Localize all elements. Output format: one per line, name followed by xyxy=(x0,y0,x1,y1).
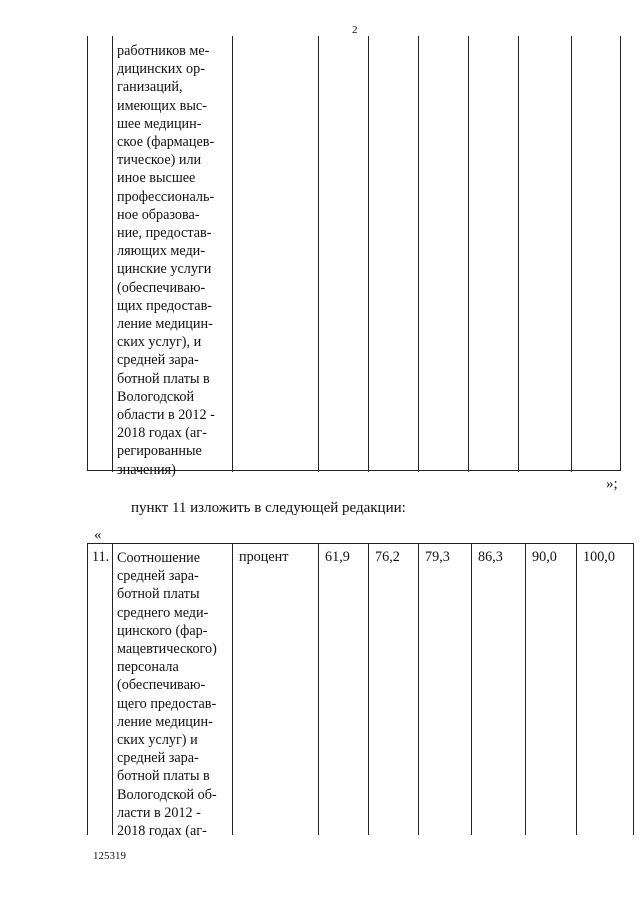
column-divider xyxy=(318,543,319,835)
column-divider xyxy=(468,36,469,472)
value-2015: 86,3 xyxy=(478,549,503,565)
amendment-instruction: пункт 11 изложить в следующей редакции: xyxy=(131,500,406,516)
unit-cell: процент xyxy=(239,549,289,565)
column-divider xyxy=(368,36,369,472)
column-divider xyxy=(518,36,519,472)
column-divider xyxy=(418,36,419,472)
column-divider xyxy=(112,36,113,472)
column-divider xyxy=(576,543,577,835)
column-divider xyxy=(525,543,526,835)
closing-quote: »; xyxy=(606,476,618,492)
column-divider xyxy=(418,543,419,835)
value-2014: 79,3 xyxy=(425,549,450,565)
indicator-description: Соотношение средней зара- ботной платы среднего меди- цинского (фар- мацевтического) персонала (обеспечиваю- щего предостав- ление медицин- ских услуг) и средней зара- ботной платы в Вологодской об- ласти в 2012 - 2018 годах (аг- xyxy=(117,550,217,840)
document-code: 125319 xyxy=(93,850,126,862)
row-11-table xyxy=(87,543,634,840)
column-divider xyxy=(471,543,472,835)
indicator-description-continued: работников ме- дицинских ор- ганизаций, имеющих выс- шее медицин- ское (фармацев- тическое) или иное высшее профессиональ- ное образова- ние, предостав- ляющих меди- цинские услуги (обеспечиваю- щих предостав- ление медицин- ских услуг), и средней зара- ботной платы в Вологодской области в 2012 - 2018 годах (аг- регированные значения) xyxy=(117,43,215,478)
column-divider xyxy=(368,543,369,835)
column-divider xyxy=(112,543,113,835)
opening-quote: « xyxy=(94,527,102,543)
continued-table xyxy=(87,36,621,478)
value-2013: 76,2 xyxy=(375,549,400,565)
value-2016: 90,0 xyxy=(532,549,557,565)
column-divider xyxy=(318,36,319,472)
value-2012: 61,9 xyxy=(325,549,350,565)
row-number: 11. xyxy=(92,549,110,565)
value-2017: 100,0 xyxy=(583,549,615,565)
column-divider xyxy=(571,36,572,472)
page-number: 2 xyxy=(352,24,358,36)
